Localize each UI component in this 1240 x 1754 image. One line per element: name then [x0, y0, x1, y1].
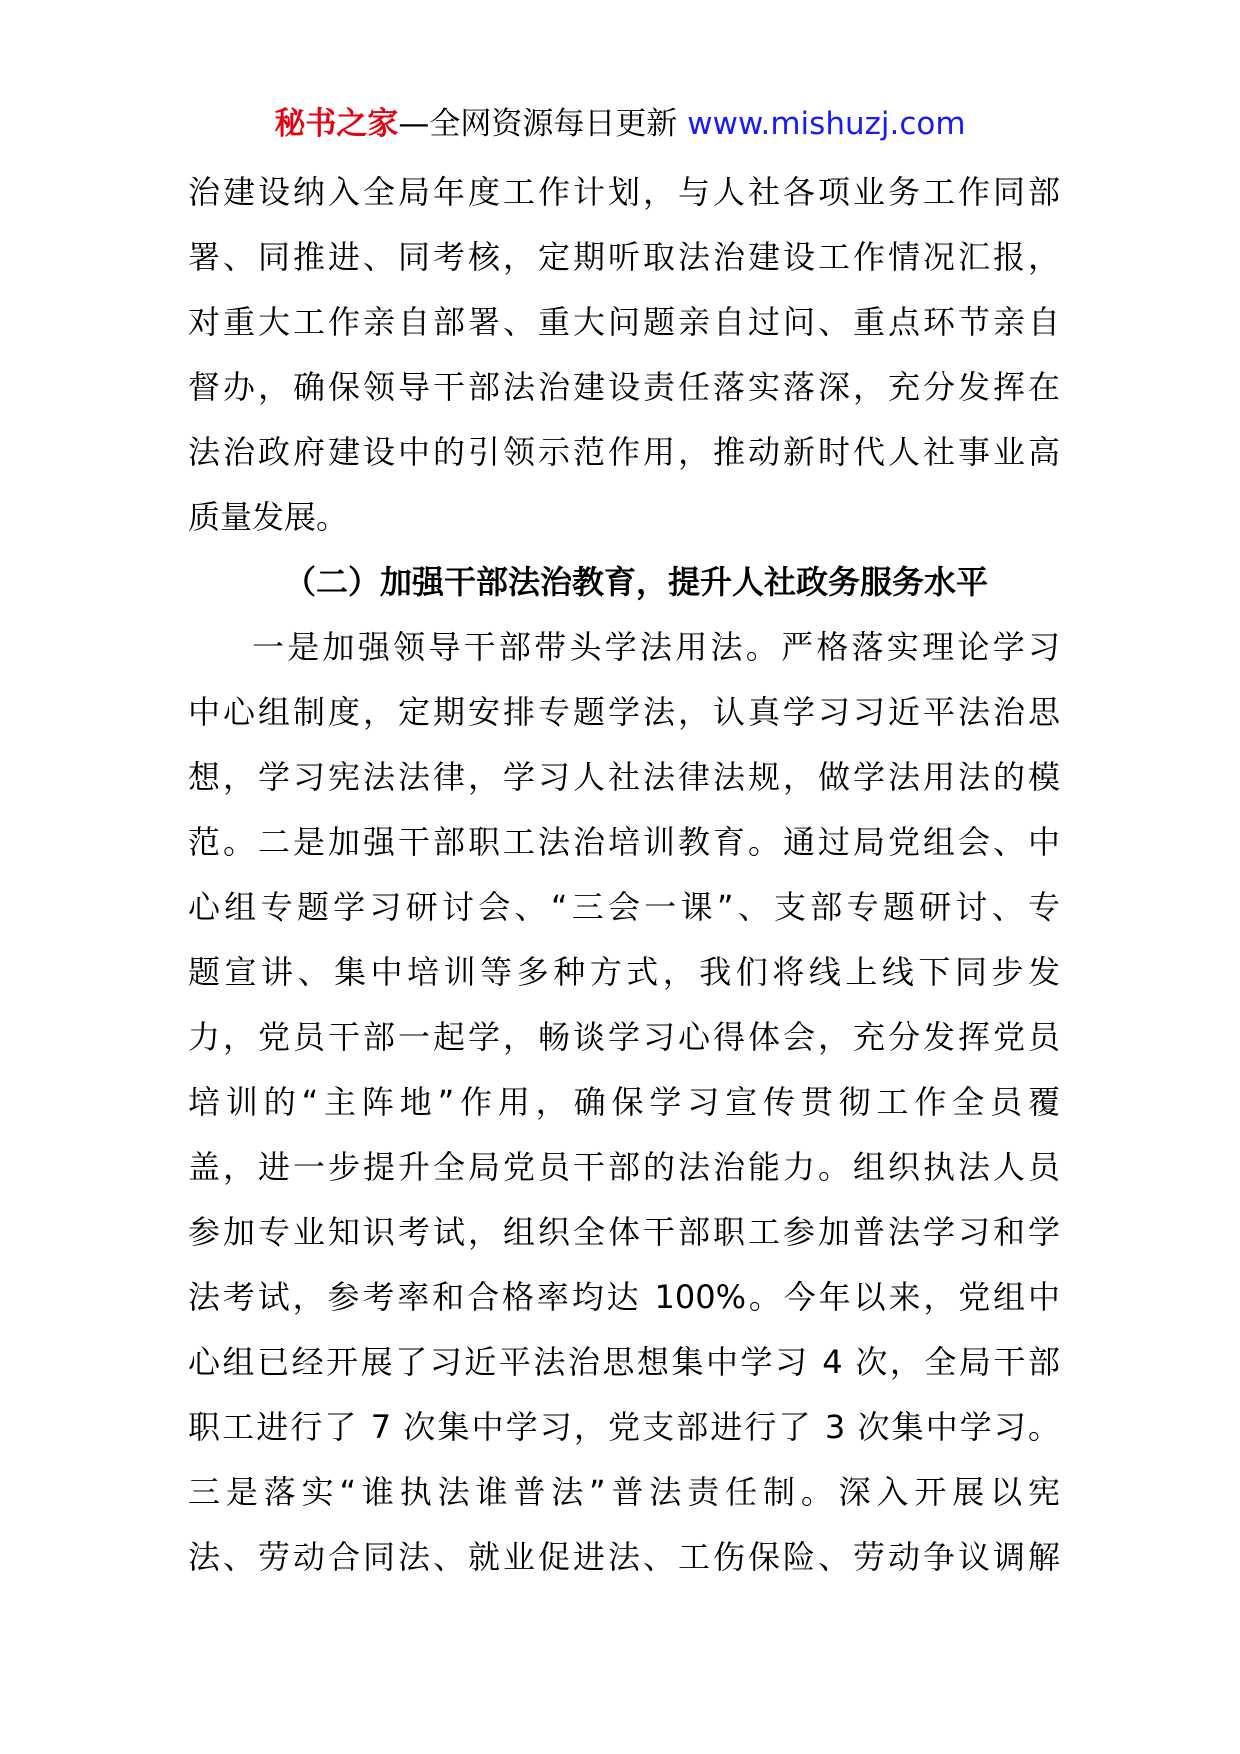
- text-line: 质量发展。: [188, 498, 349, 536]
- text-line: 心组已经开展了习近平法治思想集中学习 4 次，全局干部: [188, 1343, 1060, 1381]
- text-line: 力，党员干部一起学，畅谈学习心得体会，充分发挥党员: [188, 1018, 1060, 1056]
- paragraph-education: [188, 615, 1060, 1590]
- text-line: 范。二是加强干部职工法治培训教育。通过局党组会、中: [188, 823, 1060, 861]
- header-tagline: —全网资源每日更新: [398, 106, 688, 142]
- document-body: [188, 160, 1060, 1590]
- text-line: 法治政府建设中的引领示范作用，推动新时代人社事业高: [188, 433, 1060, 471]
- text-line: 题宣讲、集中培训等多种方式，我们将线上线下同步发: [188, 953, 1060, 991]
- text-line: 一是加强领导干部带头学法用法。严格落实理论学习: [252, 628, 1060, 666]
- text-line: 想，学习宪法法律，学习人社法律法规，做学法用法的模: [188, 758, 1060, 796]
- text-line: 对重大工作亲自部署、重大问题亲自过问、重点环节亲自: [188, 303, 1060, 341]
- text-line: 参加专业知识考试，组织全体干部职工参加普法学习和学: [188, 1213, 1060, 1251]
- text-line: 治建设纳入全局年度工作计划，与人社各项业务工作同部: [188, 173, 1060, 211]
- paragraph-continued: [188, 160, 1060, 550]
- text-line: 法、劳动合同法、就业促进法、工伤保险、劳动争议调解: [188, 1538, 1060, 1576]
- text-line: 职工进行了 7 次集中学习，党支部进行了 3 次集中学习。: [188, 1408, 1060, 1446]
- site-url: www.mishuzj.com: [687, 106, 966, 142]
- text-line: 心组专题学习研讨会、“三会一课”、支部专题研讨、专: [188, 888, 1060, 926]
- section-heading: （二）加强干部法治教育，提升人社政务服务水平: [283, 563, 988, 601]
- text-line: 督办，确保领导干部法治建设责任落实落深，充分发挥在: [188, 368, 1060, 406]
- text-line: 中心组制度，定期安排专题学法，认真学习习近平法治思: [188, 693, 1060, 731]
- text-line: 署、同推进、同考核，定期听取法治建设工作情况汇报，: [188, 238, 1060, 276]
- text-line: 盖，进一步提升全局党员干部的法治能力。组织执法人员: [188, 1148, 1060, 1186]
- text-line: 法考试，参考率和合格率均达 100%。今年以来，党组中: [188, 1278, 1060, 1316]
- watermark-header: [0, 104, 1240, 144]
- text-line: 三是落实“谁执法谁普法”普法责任制。深入开展以宪: [188, 1473, 1060, 1511]
- text-line: 培训的“主阵地”作用，确保学习宣传贯彻工作全员覆: [188, 1083, 1060, 1121]
- brand-name: 秘书之家: [274, 106, 399, 142]
